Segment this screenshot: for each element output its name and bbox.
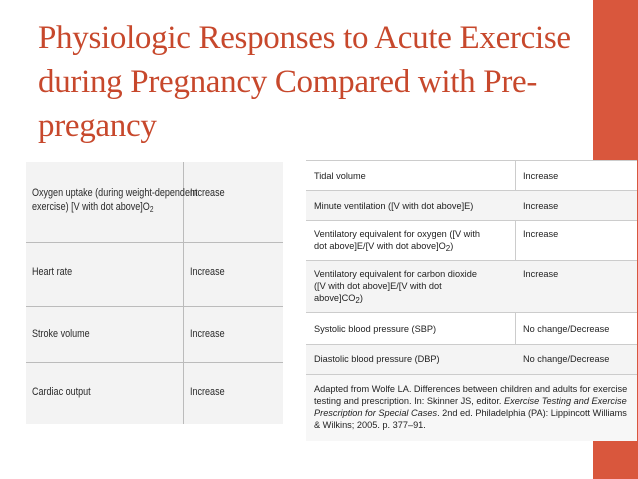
- table-row: [26, 162, 283, 242]
- parameter-line: Ventilatory equivalent for oxygen ([V with: [314, 229, 480, 239]
- left-response-table: [26, 162, 283, 424]
- table-row: [26, 242, 283, 307]
- table-row: [306, 312, 637, 345]
- table-row: [306, 344, 637, 375]
- parameter-line-end: ): [359, 293, 363, 303]
- row-parameter: Stroke volume: [32, 328, 90, 340]
- table-source-note: [306, 374, 637, 441]
- row-parameter: [314, 228, 509, 255]
- row-parameter: Minute ventilation ([V with dot above]E): [314, 201, 474, 211]
- row-parameter: [32, 186, 198, 217]
- row-parameter: Tidal volume: [314, 171, 366, 181]
- title-line: pregancy: [38, 108, 157, 144]
- row-response: Increase: [190, 386, 225, 398]
- subscript: 2: [355, 296, 360, 305]
- right-response-table: [306, 160, 637, 440]
- row-response: Increase: [190, 266, 225, 278]
- parameter-line-end: ): [450, 241, 454, 251]
- row-parameter: [314, 268, 509, 307]
- subscript: 2: [149, 205, 154, 214]
- table-row: [306, 190, 637, 221]
- row-response: Increase: [190, 187, 225, 199]
- row-parameter: Cardiac output: [32, 386, 91, 398]
- row-response: Increase: [523, 269, 559, 279]
- parameter-line: Oxygen uptake (during weight-dependent: [32, 187, 198, 199]
- parameter-line: Ventilatory equivalent for carbon dioxide: [314, 269, 477, 279]
- row-response: Increase: [523, 229, 559, 239]
- slide-title: [38, 16, 598, 146]
- note-text: . 2nd ed. Philadelphia (PA): Lippincott Williams & Wilkins; 2005. p. 377–91.: [314, 408, 627, 430]
- parameter-line: exercise) [V with dot above]O: [32, 201, 150, 213]
- table-row: [306, 220, 637, 261]
- source-note-text: [314, 383, 630, 431]
- table-row: [26, 306, 283, 363]
- row-parameter: Systolic blood pressure (SBP): [314, 324, 437, 334]
- note-text: Adapted from Wolfe LA. Differences between children and adults for exercise testing and prescription. In: Skinner JS, editor.: [314, 384, 628, 406]
- subscript: 2: [445, 244, 451, 253]
- table-row: [26, 362, 283, 424]
- row-response: Increase: [523, 201, 559, 211]
- row-response: Increase: [523, 171, 559, 181]
- row-response: No change/Decrease: [523, 354, 610, 364]
- parameter-line: above]CO: [314, 293, 356, 303]
- note-book-title: Exercise Testing and Exercise Prescription for Special Cases: [314, 396, 627, 418]
- title-line: Physiologic Responses to Acute Exercise: [38, 20, 571, 56]
- parameter-line: dot above]E/[V with dot above]O: [314, 241, 446, 251]
- parameter-line: ([V with dot above]E/[V with dot: [314, 281, 442, 291]
- row-parameter: Diastolic blood pressure (DBP): [314, 354, 440, 364]
- row-response: No change/Decrease: [523, 324, 610, 334]
- title-line: during Pregnancy Compared with Pre-: [38, 64, 538, 100]
- table-row: [306, 260, 637, 313]
- table-row: [306, 160, 637, 191]
- row-parameter: Heart rate: [32, 266, 73, 278]
- row-response: Increase: [190, 328, 225, 340]
